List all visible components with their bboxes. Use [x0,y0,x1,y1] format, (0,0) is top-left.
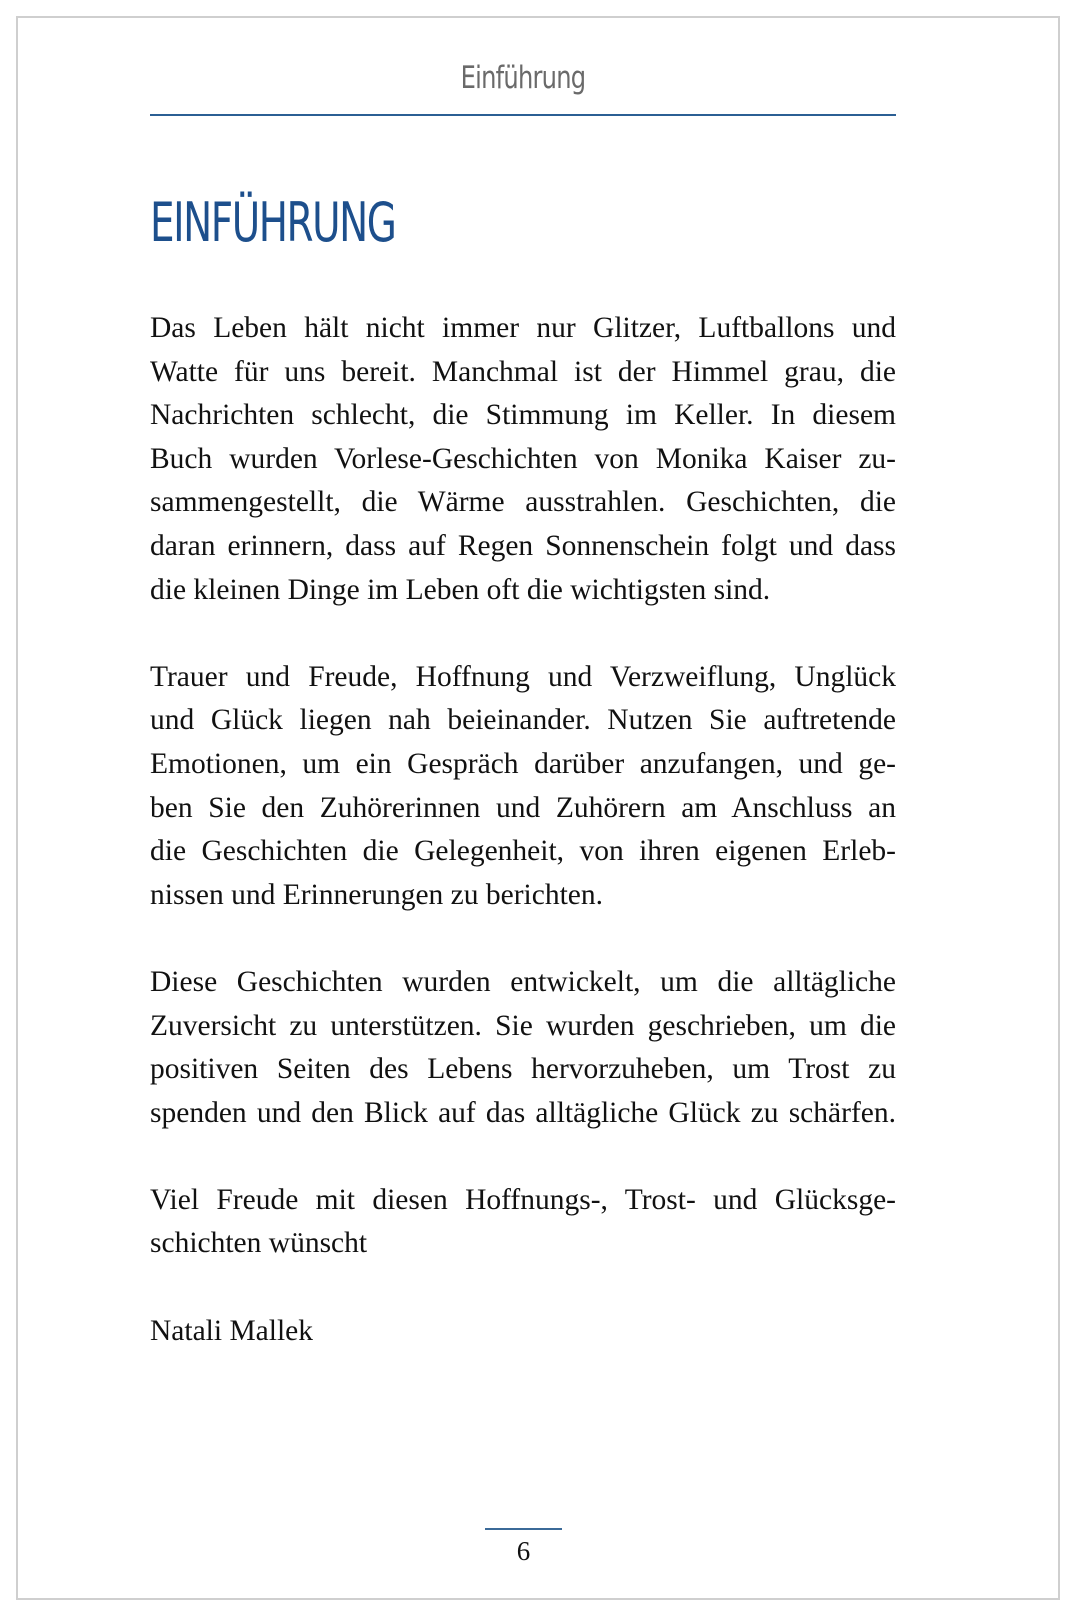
paragraph-1 [150,307,896,612]
paragraph-2 [150,656,896,918]
paragraph-4 [150,1179,896,1266]
chapter-title: EINFÜHRUNG [150,191,396,254]
text-line: die kleinen Dinge im Leben oft die wichtigsten sind. [150,573,771,606]
text-line: Diese Geschichten wurden entwickelt, um die alltägliche [150,965,896,998]
page-number-rule [485,1528,562,1530]
text-line: Buch wurden Vorlese-Geschichten von Monika Kaiser zu- [150,442,896,475]
text-line: und Glück liegen nah beieinander. Nutzen Sie auftretende [150,704,896,737]
text-line: schichten wünscht [150,1227,368,1260]
text-line: die Geschichten die Gelegenheit, von ihren eigenen Erleb- [150,835,896,868]
text-line: spenden und den Blick auf das alltägliche Glück zu schärfen. [150,1096,896,1129]
text-line: Zuversicht zu unterstützen. Sie wurden geschrieben, um die [150,1009,896,1042]
text-line: Watte für uns bereit. Manchmal ist der Himmel grau, die [150,355,896,388]
text-line: Viel Freude mit diesen Hoffnungs-, Trost- und Glücksge- [150,1183,896,1216]
text-line: nissen und Erinnerungen zu berichten. [150,878,604,911]
page-number: 6 [516,1536,531,1566]
text-line: Trauer und Freude, Hoffnung und Verzweiflung, Unglück [150,660,896,693]
text-line: ben Sie den Zuhörerinnen und Zuhörern am Anschluss an [150,791,896,824]
text-line: Nachrichten schlecht, die Stimmung im Keller. In diesem [150,399,896,432]
header-rule [150,114,896,116]
text-line: positiven Seiten des Lebens hervorzuheben, um Trost zu [150,1053,896,1086]
body-text [150,307,896,1397]
text-line: sammengestellt, die Wärme ausstrahlen. Geschichten, die [150,486,896,519]
text-line: Das Leben hält nicht immer nur Glitzer, Luftballons und [150,312,896,344]
running-head: Einführung [460,60,586,96]
text-line: daran erinnern, dass auf Regen Sonnenschein folgt und dass [150,529,896,562]
signature: Natali Mallek [150,1314,314,1347]
text-line: Emotionen, um ein Gespräch darüber anzufangen, und ge- [150,747,896,780]
paragraph-3 [150,961,896,1135]
